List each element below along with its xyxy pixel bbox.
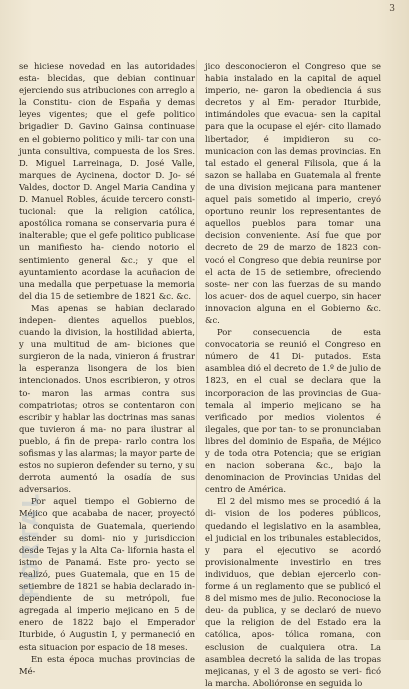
column-divider (196, 60, 197, 620)
page-number: 3 (389, 4, 395, 14)
paragraph: Por aquel tiempo el Gobierno de Méjico que acababa de nacer, proyectó la conquista de Guatemala, queriendo estender su domi- nio y jurisdiccion desde Tejas y la Alta Ca- lifornia hasta el istmo de Panamá. Este pro- yecto se realizó, pues Guatemala, que en 15 de setiembre de 1821 se habia declarado in- dependiente de su metrópoli, fue agregada al imperio mejicano en 5 de enero de 1822 bajo el Emperador Iturbide, ó Augustin I, y permaneció en esta situacion por espacio de 18 meses. (19, 496, 195, 652)
paragraph: El 2 del mismo mes se procedió á la di- vision de los poderes públicos, quedando el legislativo en la asamblea, el judicial en los tribunales establecidos, y para el ejecutivo se acordó provisionalmente investirlo en tres individuos, que debian ejercerlo con- forme á un reglamento que se publicó el 8 del mismo mes de julio. Reconociose la deu- da publica, y se declaró de nuevo que la religion de del Estado era la católica, apos- tólica romana, con esclusion de cualquiera otra. La asamblea decretó la salida de las tropas mejicanas, y el 3 de agosto se veri- ficó la marcha. Abolióronse en seguida lo (205, 496, 381, 688)
paragraph: jico desconocieron el Congreso que se habia instalado en la capital de aquel imperio, ne- garon la obediencia á sus decretos y al Em- perador Iturbide, intimándoles que evacua- sen la capital para que la ocupase el ejér- cito llamado libertador, é impidieron su co- municacion con las demas provincias. En tal estado el general Filisola, que á la sazon se hallaba en Guatemala al frente de una division mejicana para mantener aquel pais sometido al imperio, creyó oportuno reunir los representantes de aquellos pueblos para tomar una decision conveniente. Así fue que por decreto de 29 de marzo de 1823 con- vocó el Congreso que debia reunirse por el acta de 15 de setiembre, ofreciendo soste- ner con las fuerzas de su mando los acuer- dos de aquel cuerpo, sin hacer innovacion alguna en el Gobierno &c. &c. (205, 61, 381, 325)
paragraph: Por consecuencia de esta convocatoria se reunió el Congreso en número de 41 Di- putados. Esta asamblea dió el decreto de 1.º de julio de 1823, en el cual se declara que la incorporacion de las provincias de Gua- temala al imperio mejicano se ha verificado por medios violentos é ilegales, que por tan- to se pronunciaban libres del dominio de España, de Méjico y de toda otra Potencia; que se erigian en nacion soberana &c., bajo la denominacion de Provincias Unidas del centro de América. (205, 327, 381, 495)
paragraph: se hiciese novedad en las autoridades esta- blecidas, que debian continuar ejerciendo sus atribuciones con arreglo a la Constitu- cion de España y demas leyes vigentes; que el gefe politico brigadier D. Gavino Gainsa continuase en el gobierno politico y mili- tar con una junta consultiva, compuesta de los Sres. D. Miguel Larreinaga, D. José Valle, marques de Aycinena, doctor D. Jo- sé Valdes, doctor D. Angel Maria Candina y D. Manuel Robles, ácuide tercero consti- tucional: que la religion católica, apostólica romana se conservaria pura é inalterable; que el gefe politico publicase un manifiesto ha- ciendo notorio el sentimiento general &c.; y que el ayuntamiento acordase la acuñacion de una medalla que perpetuase la memoria del dia 15 de setiembre de 1821 &c. &c. (19, 61, 195, 301)
text-column-right (205, 60, 381, 689)
paragraph: Mas apenas se habian declarado indepen- dientes aquellos pueblos, cuando la division, la hostilidad abierta, y una multitud de am- biciones que surgieron de la nada, vinieron á frustrar la esperanza lisongera de los bien intencionados. Unos escribieron, y otros to- maron las armas contra sus compatriotas; otros se contentaron con escribir y hablar las doctrinas mas sanas que tuvieron á ma- no para ilustrar al pueblo, á fin de prepa- rarlo contra los sofismas y las alarmas; la mayor parte de estos no supieron defender su terno, y su derrota aumentó la osadía de sus adversarios. (19, 302, 195, 495)
paragraph: En esta época muchas provincias de Mé- (19, 653, 195, 676)
text-column-left (19, 60, 195, 677)
library-watermark: PORTAL (19, 491, 45, 599)
